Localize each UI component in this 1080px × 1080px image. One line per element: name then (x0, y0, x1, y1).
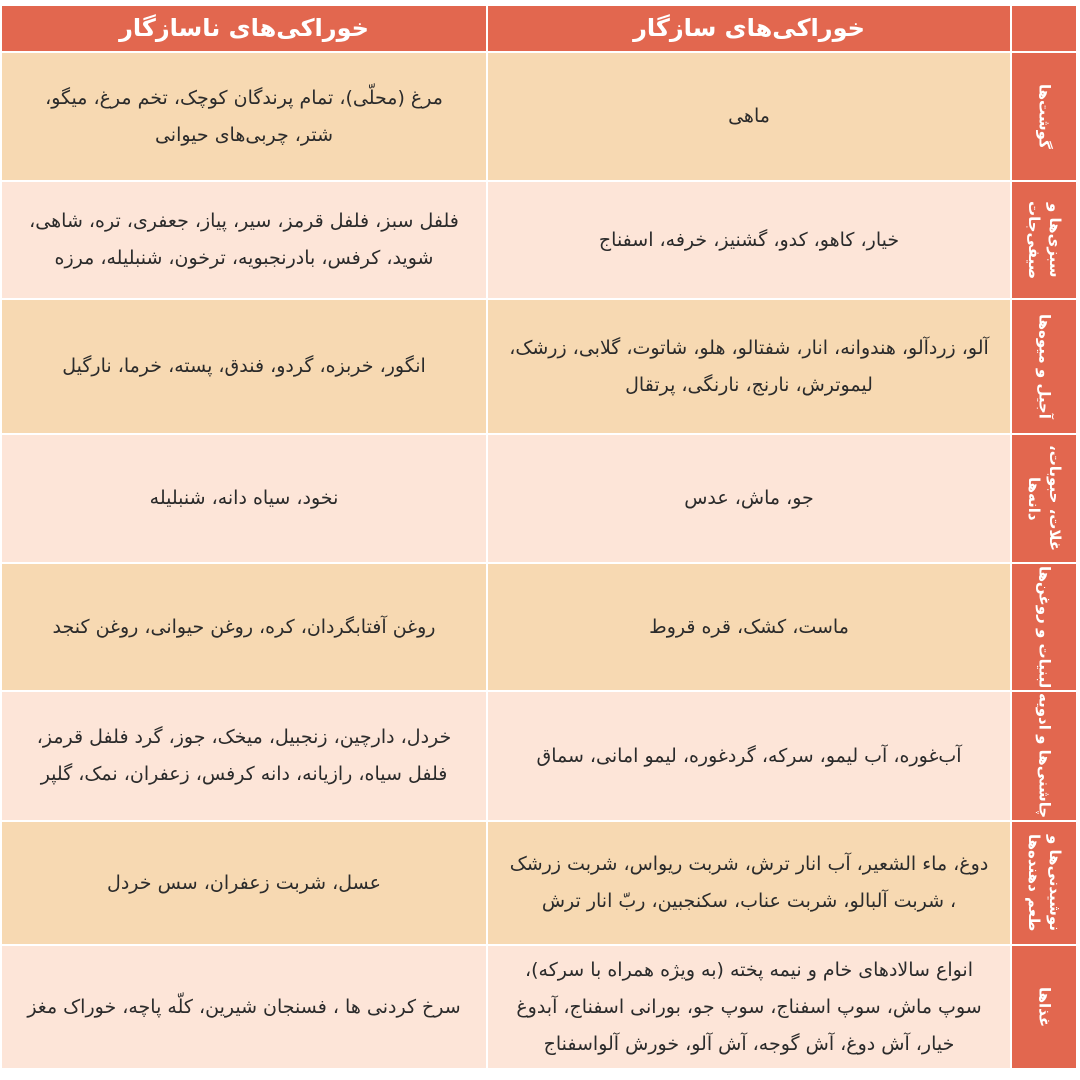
category-label: غذاها (1035, 986, 1054, 1028)
row-spices-compatible: آب‌غوره، آب لیمو، سرکه، گردغوره، لیمو امانی، سماق (488, 692, 1012, 822)
row-meats-compatible: ماهی (488, 53, 1012, 182)
row-meats-incompatible: مرغ (محلّی)، تمام پرندگان کوچک، تخم مرغ، میگو، شتر، چربی‌های حیوانی (2, 53, 488, 182)
row-grains-compatible: جو، ماش، عدس (488, 435, 1012, 564)
header-incompatible-foods: خوراکی‌های ناسازگار (2, 6, 488, 53)
category-spices (1012, 692, 1078, 822)
category-label: نوشیدنی‌ها و طعم دهنده‌ها (1025, 834, 1064, 932)
row-dairy-oils-compatible: ماست، کشک، قره قروط (488, 564, 1012, 692)
category-label: گوشت‌ها (1035, 84, 1054, 149)
row-nuts-fruits-compatible: آلو، زردآلو، هندوانه، انار، شفتالو، هلو، شاتوت، گلابی، زرشک، لیموترش، نارنج، نارنگی، پرتقال (488, 300, 1012, 435)
row-spices-incompatible: خردل، دارچین، زنجبیل، میخک، جوز، گرد فلفل قرمز، فلفل سیاه، رازیانه، دانه کرفس، زعفران، نمک، گلپر (2, 692, 488, 822)
row-nuts-fruits-incompatible: انگور، خربزه، گردو، فندق، پسته، خرما، نارگیل (2, 300, 488, 435)
row-dairy-oils-incompatible: روغن آفتابگردان، کره، روغن حیوانی، روغن کنجد (2, 564, 488, 692)
row-dishes-compatible: انواع سالادهای خام و نیمه پخته (به ویژه همراه با سرکه)، سوپ ماش، سوپ اسفناج، سوپ جو، بورانی اسفناج، آبدوغ خیار، آش دوغ، آش گوجه، آش آلو، خورش آلواسفناج (488, 946, 1012, 1070)
header-compatible-foods: خوراکی‌های سازگار (488, 6, 1012, 53)
category-dishes (1012, 946, 1078, 1070)
category-drinks (1012, 822, 1078, 946)
row-grains-incompatible: نخود، سیاه دانه، شنبلیله (2, 435, 488, 564)
row-drinks-incompatible: عسل، شربت زعفران، سس خردل (2, 822, 488, 946)
category-dairy-oils (1012, 564, 1078, 692)
category-vegetables (1012, 182, 1078, 300)
category-meats (1012, 53, 1078, 182)
category-label: غلات، حبوبات، دانه‌ها (1025, 445, 1064, 552)
category-label: آجیل و میوه‌ها (1035, 314, 1054, 419)
row-dishes-incompatible: سرخ کردنی ها ، فسنجان شیرین، کلّه پاچه، خوراک مغز (2, 946, 488, 1070)
category-grains (1012, 435, 1078, 564)
row-vegetables-incompatible: فلفل سبز، فلفل قرمز، سیر، پیاز، جعفری، تره، شاهی، شوید، کرفس، بادرنجبویه، ترخون، شنبلیله، مرزه (2, 182, 488, 300)
food-compatibility-table (2, 6, 1078, 1070)
category-label: سبزی‌ها و صیفی‌جات (1025, 200, 1064, 280)
row-vegetables-compatible: خیار، کاهو، کدو، گشنیز، خرفه، اسفناج (488, 182, 1012, 300)
category-label: لبنیات و روغن‌ها (1035, 565, 1054, 689)
category-label: چاشنی‌ها و ادویه (1035, 693, 1054, 819)
row-drinks-compatible: دوغ، ماء الشعیر، آب انار ترش، شربت ریواس، شربت زرشک ، شربت آلبالو، شربت عناب، سکنجبین، ربّ انار ترش (488, 822, 1012, 946)
header-corner (1012, 6, 1078, 53)
category-nuts-fruits (1012, 300, 1078, 435)
